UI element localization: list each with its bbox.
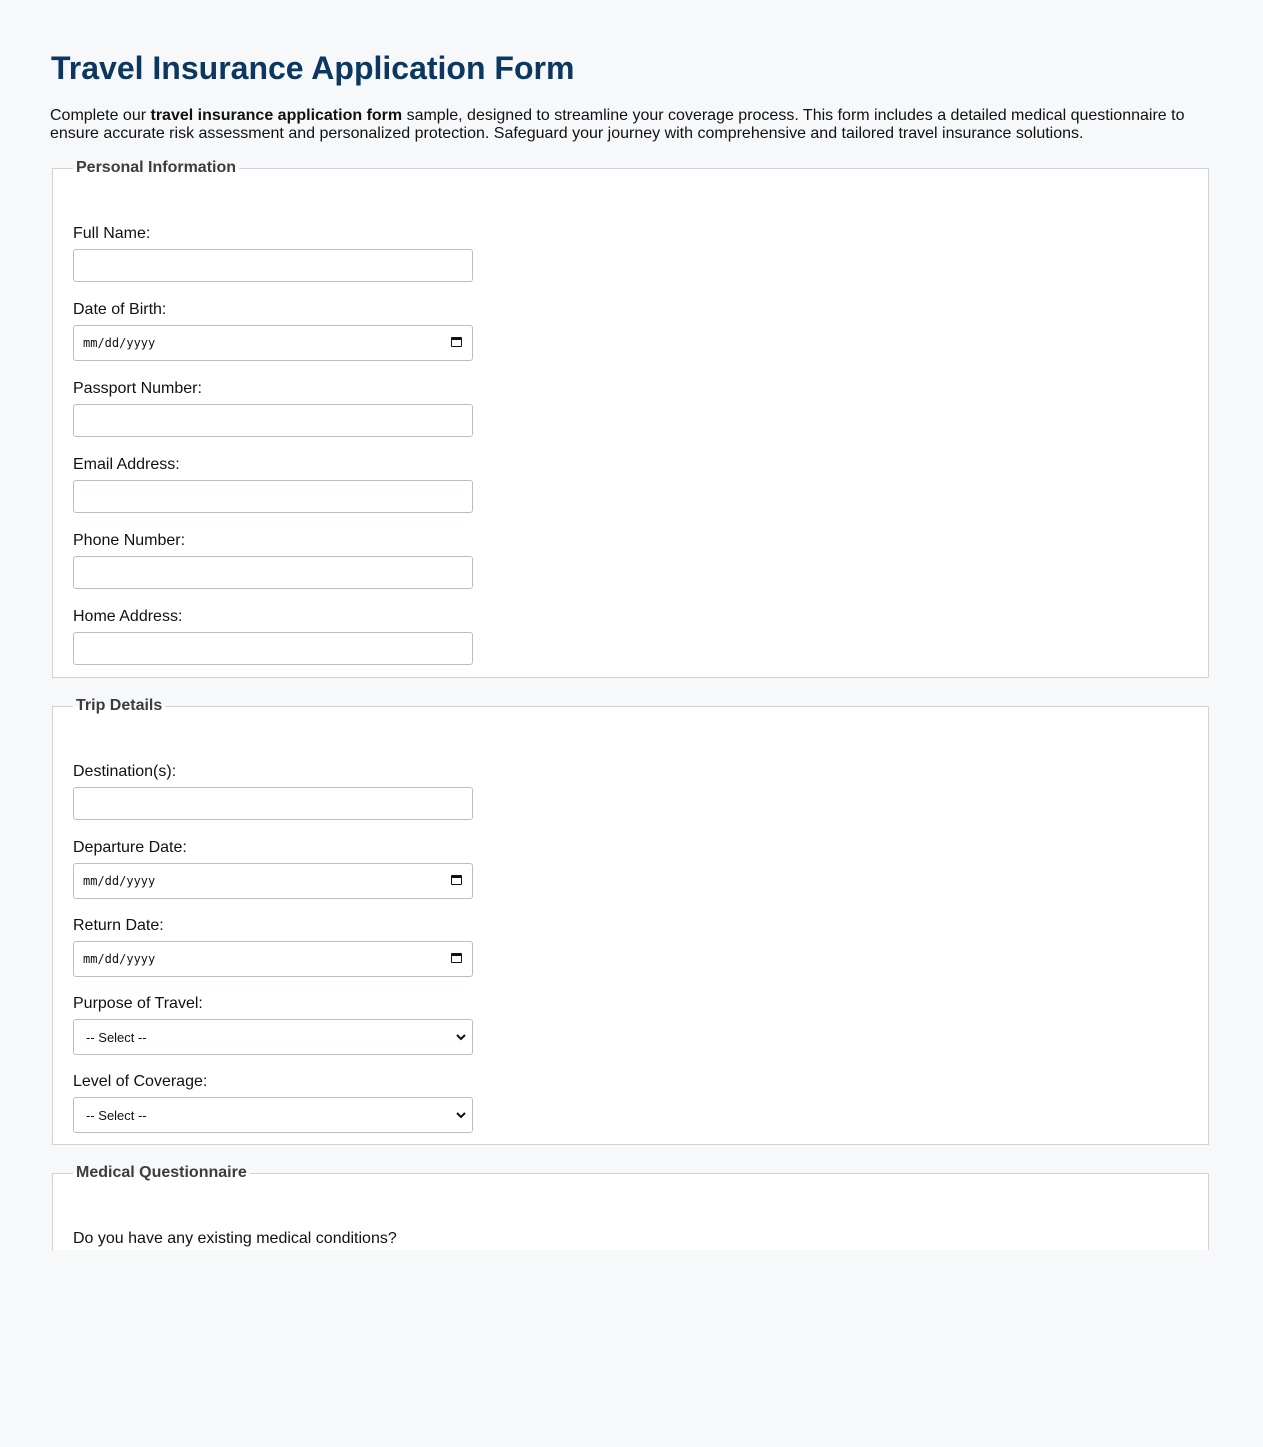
- phone-number-label: Phone Number:: [73, 532, 186, 549]
- calendar-icon[interactable]: [451, 337, 462, 347]
- trip-details-section: [52, 697, 1209, 1145]
- intro-text-end: sample, designed to streamline your coverage process. This form includes a detailed medical questionnaire to ensure accurate risk assessment and personalized protection. Safeguard your journey with comprehensive and tailored travel insurance solutions.: [50, 107, 1185, 142]
- passport-number-input[interactable]: [73, 404, 473, 437]
- level-of-coverage-label: Level of Coverage:: [73, 1073, 208, 1090]
- purpose-of-travel-field: [73, 995, 473, 1055]
- personal-information-legend: Personal Information: [76, 159, 237, 176]
- email-address-input[interactable]: [73, 480, 473, 513]
- destination-input[interactable]: [73, 787, 473, 820]
- destination-label: Destination(s):: [73, 763, 177, 780]
- page-bottom-area: [0, 1250, 1263, 1447]
- destination-field: [73, 763, 473, 820]
- intro-text-bold: travel insurance application form: [150, 107, 403, 124]
- departure-date-input[interactable]: [73, 863, 473, 899]
- departure-date-placeholder: mm/dd/yyyy: [83, 874, 156, 888]
- purpose-of-travel-select[interactable]: [73, 1019, 473, 1055]
- page-title: Travel Insurance Application Form: [51, 50, 575, 86]
- level-of-coverage-value: -- Select --: [86, 1108, 147, 1123]
- return-date-placeholder: mm/dd/yyyy: [83, 952, 156, 966]
- level-of-coverage-select[interactable]: [73, 1097, 473, 1133]
- chevron-down-icon: [455, 1031, 467, 1043]
- email-address-field: [73, 456, 473, 513]
- medical-conditions-field: [73, 1230, 397, 1248]
- return-date-field: [73, 917, 473, 977]
- home-address-label: Home Address:: [73, 608, 183, 625]
- departure-date-field: [73, 839, 473, 899]
- date-of-birth-input[interactable]: [73, 325, 473, 361]
- departure-date-label: Departure Date:: [73, 839, 187, 856]
- purpose-of-travel-label: Purpose of Travel:: [73, 995, 203, 1012]
- intro-text: [50, 107, 1212, 143]
- full-name-input[interactable]: [73, 249, 473, 282]
- return-date-input[interactable]: [73, 941, 473, 977]
- date-of-birth-field: [73, 301, 473, 361]
- home-address-input[interactable]: [73, 632, 473, 665]
- full-name-field: [73, 225, 473, 282]
- medical-conditions-question: Do you have any existing medical conditions?: [73, 1230, 397, 1247]
- date-of-birth-label: Date of Birth:: [73, 301, 167, 318]
- purpose-of-travel-value: -- Select --: [86, 1030, 147, 1045]
- passport-number-label: Passport Number:: [73, 380, 202, 397]
- trip-details-legend: Trip Details: [76, 697, 163, 714]
- level-of-coverage-field: [73, 1073, 473, 1133]
- email-address-label: Email Address:: [73, 456, 180, 473]
- full-name-label: Full Name:: [73, 225, 151, 242]
- chevron-down-icon: [455, 1109, 467, 1121]
- phone-number-input[interactable]: [73, 556, 473, 589]
- return-date-label: Return Date:: [73, 917, 164, 934]
- phone-number-field: [73, 532, 473, 589]
- home-address-field: [73, 608, 473, 665]
- passport-number-field: [73, 380, 473, 437]
- calendar-icon[interactable]: [451, 953, 462, 963]
- calendar-icon[interactable]: [451, 875, 462, 885]
- medical-questionnaire-legend: Medical Questionnaire: [76, 1164, 247, 1181]
- personal-information-section: [52, 159, 1209, 678]
- intro-text-start: Complete our: [50, 107, 151, 124]
- date-of-birth-placeholder: mm/dd/yyyy: [83, 336, 156, 350]
